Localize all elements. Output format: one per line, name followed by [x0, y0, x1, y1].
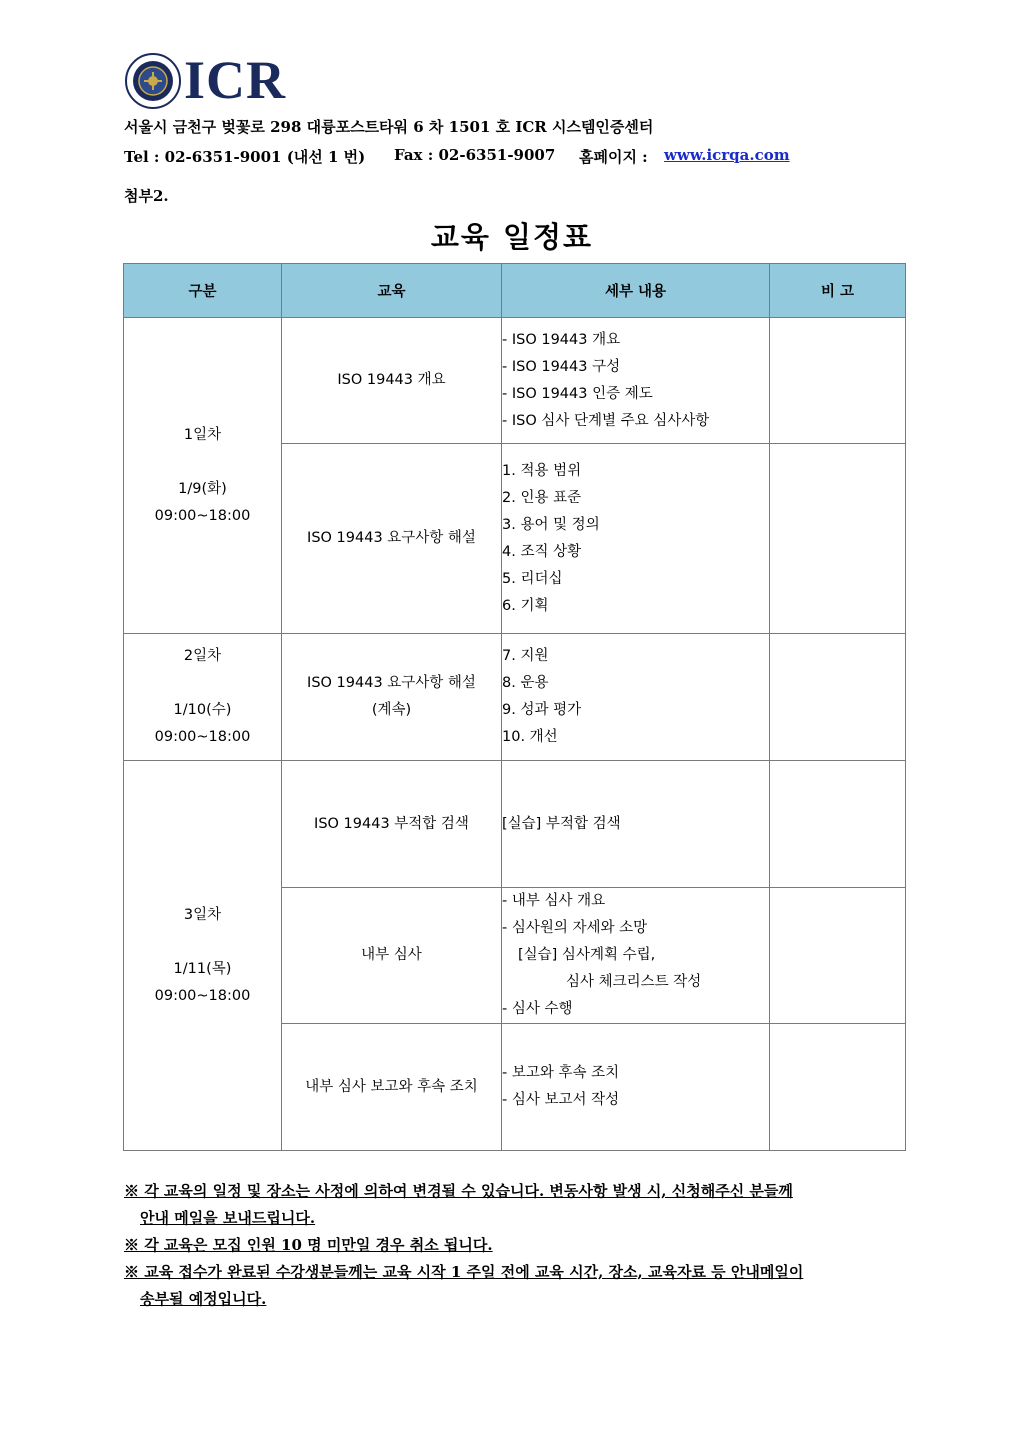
tel: Tel : 02-6351-9001 (내선 1 번) — [124, 148, 366, 166]
course-details — [502, 761, 770, 888]
attachment-label: 첨부2. — [124, 187, 169, 205]
detail-item: 8. 운용 — [502, 675, 549, 691]
fax: Fax : 02-6351-9007 — [394, 146, 556, 164]
detail-item: 4. 조직 상황 — [502, 543, 582, 560]
header-category: 구분 — [124, 264, 282, 318]
detail-item: 심사 체크리스트 작성 — [566, 974, 702, 990]
table-row — [124, 634, 906, 761]
remarks-cell — [770, 318, 906, 444]
icr-seal-icon — [124, 52, 182, 110]
remarks-cell — [770, 761, 906, 888]
course-details — [502, 1024, 770, 1151]
table-row — [124, 761, 906, 888]
header-course: 교육 — [282, 264, 502, 318]
course-name — [282, 634, 502, 761]
detail-item: - ISO 19443 개요 — [502, 331, 621, 348]
day-label: 3일차 — [183, 906, 222, 923]
homepage-label: 홈페이지 : — [579, 148, 648, 166]
day-date: 1/10(수) — [173, 702, 232, 718]
detail-item: 9. 성과 평가 — [502, 702, 582, 718]
detail-item: 6. 기획 — [502, 597, 549, 614]
course-details — [502, 318, 770, 444]
detail-item: 1. 적용 범위 — [502, 462, 582, 479]
header-details: 세부 내용 — [502, 264, 770, 318]
schedule-table — [123, 263, 906, 1151]
note-line: 송부될 예정입니다. — [140, 1290, 267, 1308]
detail-item: - 내부 심사 개요 — [502, 893, 606, 909]
header-remarks: 비 고 — [770, 264, 906, 318]
note-line: ※ 각 교육은 모집 인원 10 명 미만일 경우 취소 됩니다. — [124, 1236, 493, 1254]
remarks-cell — [770, 444, 906, 634]
note-line: ※ 교육 접수가 완료된 수강생분들께는 교육 시작 1 주일 전에 교육 시간, 장소, 교육자료 등 안내메일이 — [124, 1263, 804, 1281]
page-title: 교육 일정표 — [430, 220, 594, 254]
course-name: 내부 심사 — [282, 888, 502, 1024]
course-name-line: ISO 19443 요구사항 해설 — [307, 675, 476, 691]
course-name: ISO 19443 부적합 검색 — [282, 761, 502, 888]
course-details — [502, 444, 770, 634]
course-name: ISO 19443 개요 — [282, 318, 502, 444]
detail-item: - 심사 보고서 작성 — [502, 1092, 620, 1108]
day-label: 2일차 — [183, 648, 222, 664]
table-header-row — [124, 264, 906, 318]
course-name: ISO 19443 요구사항 해설 — [282, 444, 502, 634]
detail-item: 10. 개선 — [502, 729, 558, 745]
table-row — [124, 318, 906, 444]
detail-item: 5. 리더십 — [502, 570, 563, 587]
day-date: 1/9(화) — [178, 480, 227, 497]
notes — [124, 1178, 884, 1313]
detail-item: - ISO 19443 인증 제도 — [502, 385, 653, 402]
detail-item: 3. 용어 및 정의 — [502, 516, 600, 533]
note-line: 안내 메일을 보내드립니다. — [140, 1209, 316, 1227]
detail-item: 7. 지원 — [502, 648, 549, 664]
course-details — [502, 634, 770, 761]
detail-item: - ISO 심사 단계별 주요 심사사항 — [502, 412, 710, 429]
day-time: 09:00~18:00 — [154, 729, 251, 745]
day-time: 09:00~18:00 — [154, 987, 251, 1004]
note-line: ※ 각 교육의 일정 및 장소는 사정에 의하여 변경될 수 있습니다. 변동사항 발생 시, 신청해주신 분들께 — [124, 1182, 793, 1200]
homepage-link[interactable]: www.icrqa.com — [664, 146, 790, 164]
detail-item: - ISO 19443 구성 — [502, 358, 621, 375]
day-date: 1/11(목) — [173, 960, 232, 977]
remarks-cell — [770, 888, 906, 1024]
course-details — [502, 888, 770, 1024]
detail-item: [실습] 심사계획 수립, — [518, 947, 656, 963]
course-name: 내부 심사 보고와 후속 조치 — [282, 1024, 502, 1151]
day3-cell — [124, 761, 282, 1151]
remarks-cell — [770, 634, 906, 761]
day1-cell — [124, 318, 282, 634]
remarks-cell — [770, 1024, 906, 1151]
detail-item: - 보고와 후속 조치 — [502, 1065, 620, 1081]
detail-item: 2. 인용 표준 — [502, 489, 582, 506]
day-label: 1일차 — [183, 426, 222, 443]
day2-cell — [124, 634, 282, 761]
detail-item: - 심사 수행 — [502, 1001, 573, 1017]
logo-text: ICR — [184, 50, 287, 110]
detail-item: [실습] 부적합 검색 — [502, 815, 621, 832]
address: 서울시 금천구 벚꽃로 298 대륭포스트타워 6 차 1501 호 ICR 시스템인증센터 — [124, 118, 654, 136]
icr-logo — [124, 50, 304, 110]
detail-item: - 심사원의 자세와 소망 — [502, 920, 648, 936]
course-name-line: (계속) — [371, 702, 412, 718]
day-time: 09:00~18:00 — [154, 507, 251, 524]
